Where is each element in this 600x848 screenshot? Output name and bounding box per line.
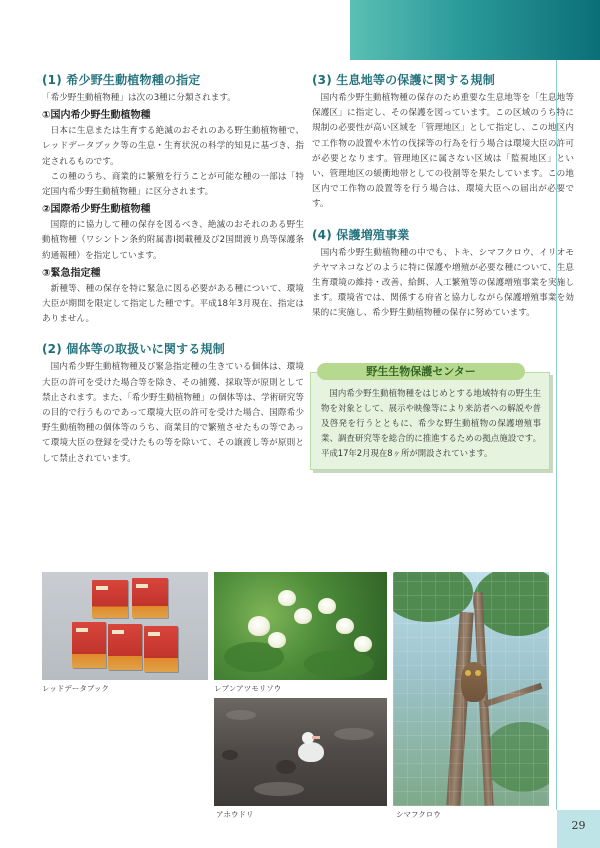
emergency-paragraph: 新種等、種の保存を特に緊急に図る必要がある種について、環境大臣が期間を限定して指定した種です。平成18年3月現在、指定はありません。 [42, 283, 304, 325]
book-image [132, 578, 168, 618]
page-number-box [557, 810, 600, 848]
subsection-title-domestic: ①国内希少野生動植物種 [42, 110, 151, 122]
breeding-paragraph: 国内希少野生動植物種の中でも、トキ、シマフクロウ、イリオモテヤマネコなどのように特に保護や増殖が必要な種について、生息生育環境の維持・改善、給餌、人工繁殖等の保護増殖事業を実施します。環境省では、関係する府省と協力しながら保護増殖事業を効果的に実施し、希少野生動植物種の保存に努めています。 [312, 247, 574, 319]
section-title-handling: (2) 個体等の取扱いに関する規制 [42, 342, 225, 357]
rebun-orchid-photo [214, 572, 387, 680]
blakistons-fish-owl-photo [393, 572, 549, 806]
orchid-flower [294, 608, 312, 624]
book-image [108, 624, 142, 670]
orchid-flower [354, 636, 372, 652]
owl-figure [461, 662, 487, 702]
subsection-title-international: ②国際希少野生動植物種 [42, 204, 151, 216]
habitat-paragraph: 国内希少野生動植物種の保存のため重要な生息地等を「生息地等保護区」に指定し、その保護を図っています。この区域のうち特に規制の必要性が高い区域を「管理地区」として指定し、この地区内で工作物の設置や木竹の伐採等の行為を行う場合は環境大臣の許可が必要となります。管理地区に属さない区域は「監視地区」といい、管理地区の緩衝地帯としての役割等を果たしています。この地区内で工作物の設置等を行う場合は、環境大臣への届出が必要です。 [312, 93, 574, 210]
rebun-orchid-caption: レブンアツモリソウ [214, 684, 282, 693]
left-column [42, 72, 304, 467]
orchid-flower [248, 616, 270, 636]
albatross-chick [222, 750, 238, 760]
red-data-book-photo [42, 572, 208, 680]
header-color-band [350, 0, 600, 60]
red-data-book-caption: レッドデータブック [42, 684, 109, 693]
designation-intro: 「希少野生動植物種」は次の3種に分類されます。 [42, 93, 236, 103]
albatross-caption: アホウドリ [216, 810, 254, 819]
handling-paragraph: 国内希少野生動植物種及び緊急指定種の生きている個体は、環境大臣の許可を受けた場合等を除き、その捕獲、採取等が原則として禁止されます。また、「希少野生動植物種」の個体等は、学術研究等の目的で行うものであって環境大臣の許可を受けた場合、国際希少野生動植物種の個体等のうち、商業目的で繁殖させたもの等であって環境大臣の登録を受けたもの等を除いて、その譲渡し等が原則として禁止されています。 [42, 362, 304, 464]
right-column [312, 72, 574, 322]
orchid-flower [278, 590, 296, 606]
book-image [144, 626, 178, 672]
owl-eye [465, 670, 471, 676]
albatross-bird [298, 742, 324, 762]
callout-body: 国内希少野生動植物種をはじめとする地域特有の野生生物を対象として、展示や映像等により来訪者への解説や普及啓発を行うとともに、希少な野生動植物の保護増殖事業、調査研究等を総合的に推進するための拠点施設です。平成17年2月現在8ヶ所が開設されています。 [321, 388, 541, 458]
owl-eye [475, 670, 481, 676]
section-title-breeding: (4) 保護増殖事業 [312, 227, 410, 242]
section-title-designation: (1) 希少野生動植物種の指定 [42, 73, 201, 87]
section-title-habitat: (3) 生息地等の保護に関する規制 [312, 73, 495, 87]
callout-title: 野生生物保護センター [317, 363, 525, 380]
book-image [72, 622, 106, 668]
albatross-bill [312, 736, 320, 739]
owl-caption: シマフクロウ [396, 810, 441, 819]
orchid-flower [336, 618, 354, 634]
albatross-photo [214, 698, 387, 806]
book-image [92, 580, 128, 618]
international-paragraph: 国際的に協力して種の保存を図るべき、絶滅のおそれのある野生動植物種（ワシントン条約附属書Ⅰ掲載種及び2国間渡り鳥等保護条約通報種）を指定しています。 [42, 220, 304, 261]
orchid-flower [268, 632, 286, 648]
domestic-paragraph-1: 日本に生息または生育する絶滅のおそれのある野生動植物種で、レッドデータブック等の生息・生育状況の科学的知見に基づき、指定されるものです。 [42, 126, 304, 167]
subsection-title-emergency: ③緊急指定種 [42, 267, 101, 279]
domestic-paragraph-2: この種のうち、商業的に繁殖を行うことが可能な種の一部は「特定国内希少野生動植物種」に区分されます。 [42, 171, 304, 198]
page-number: 29 [571, 819, 586, 832]
orchid-flower [318, 598, 336, 614]
albatross-chick [276, 760, 296, 774]
wildlife-center-callout [310, 365, 550, 470]
